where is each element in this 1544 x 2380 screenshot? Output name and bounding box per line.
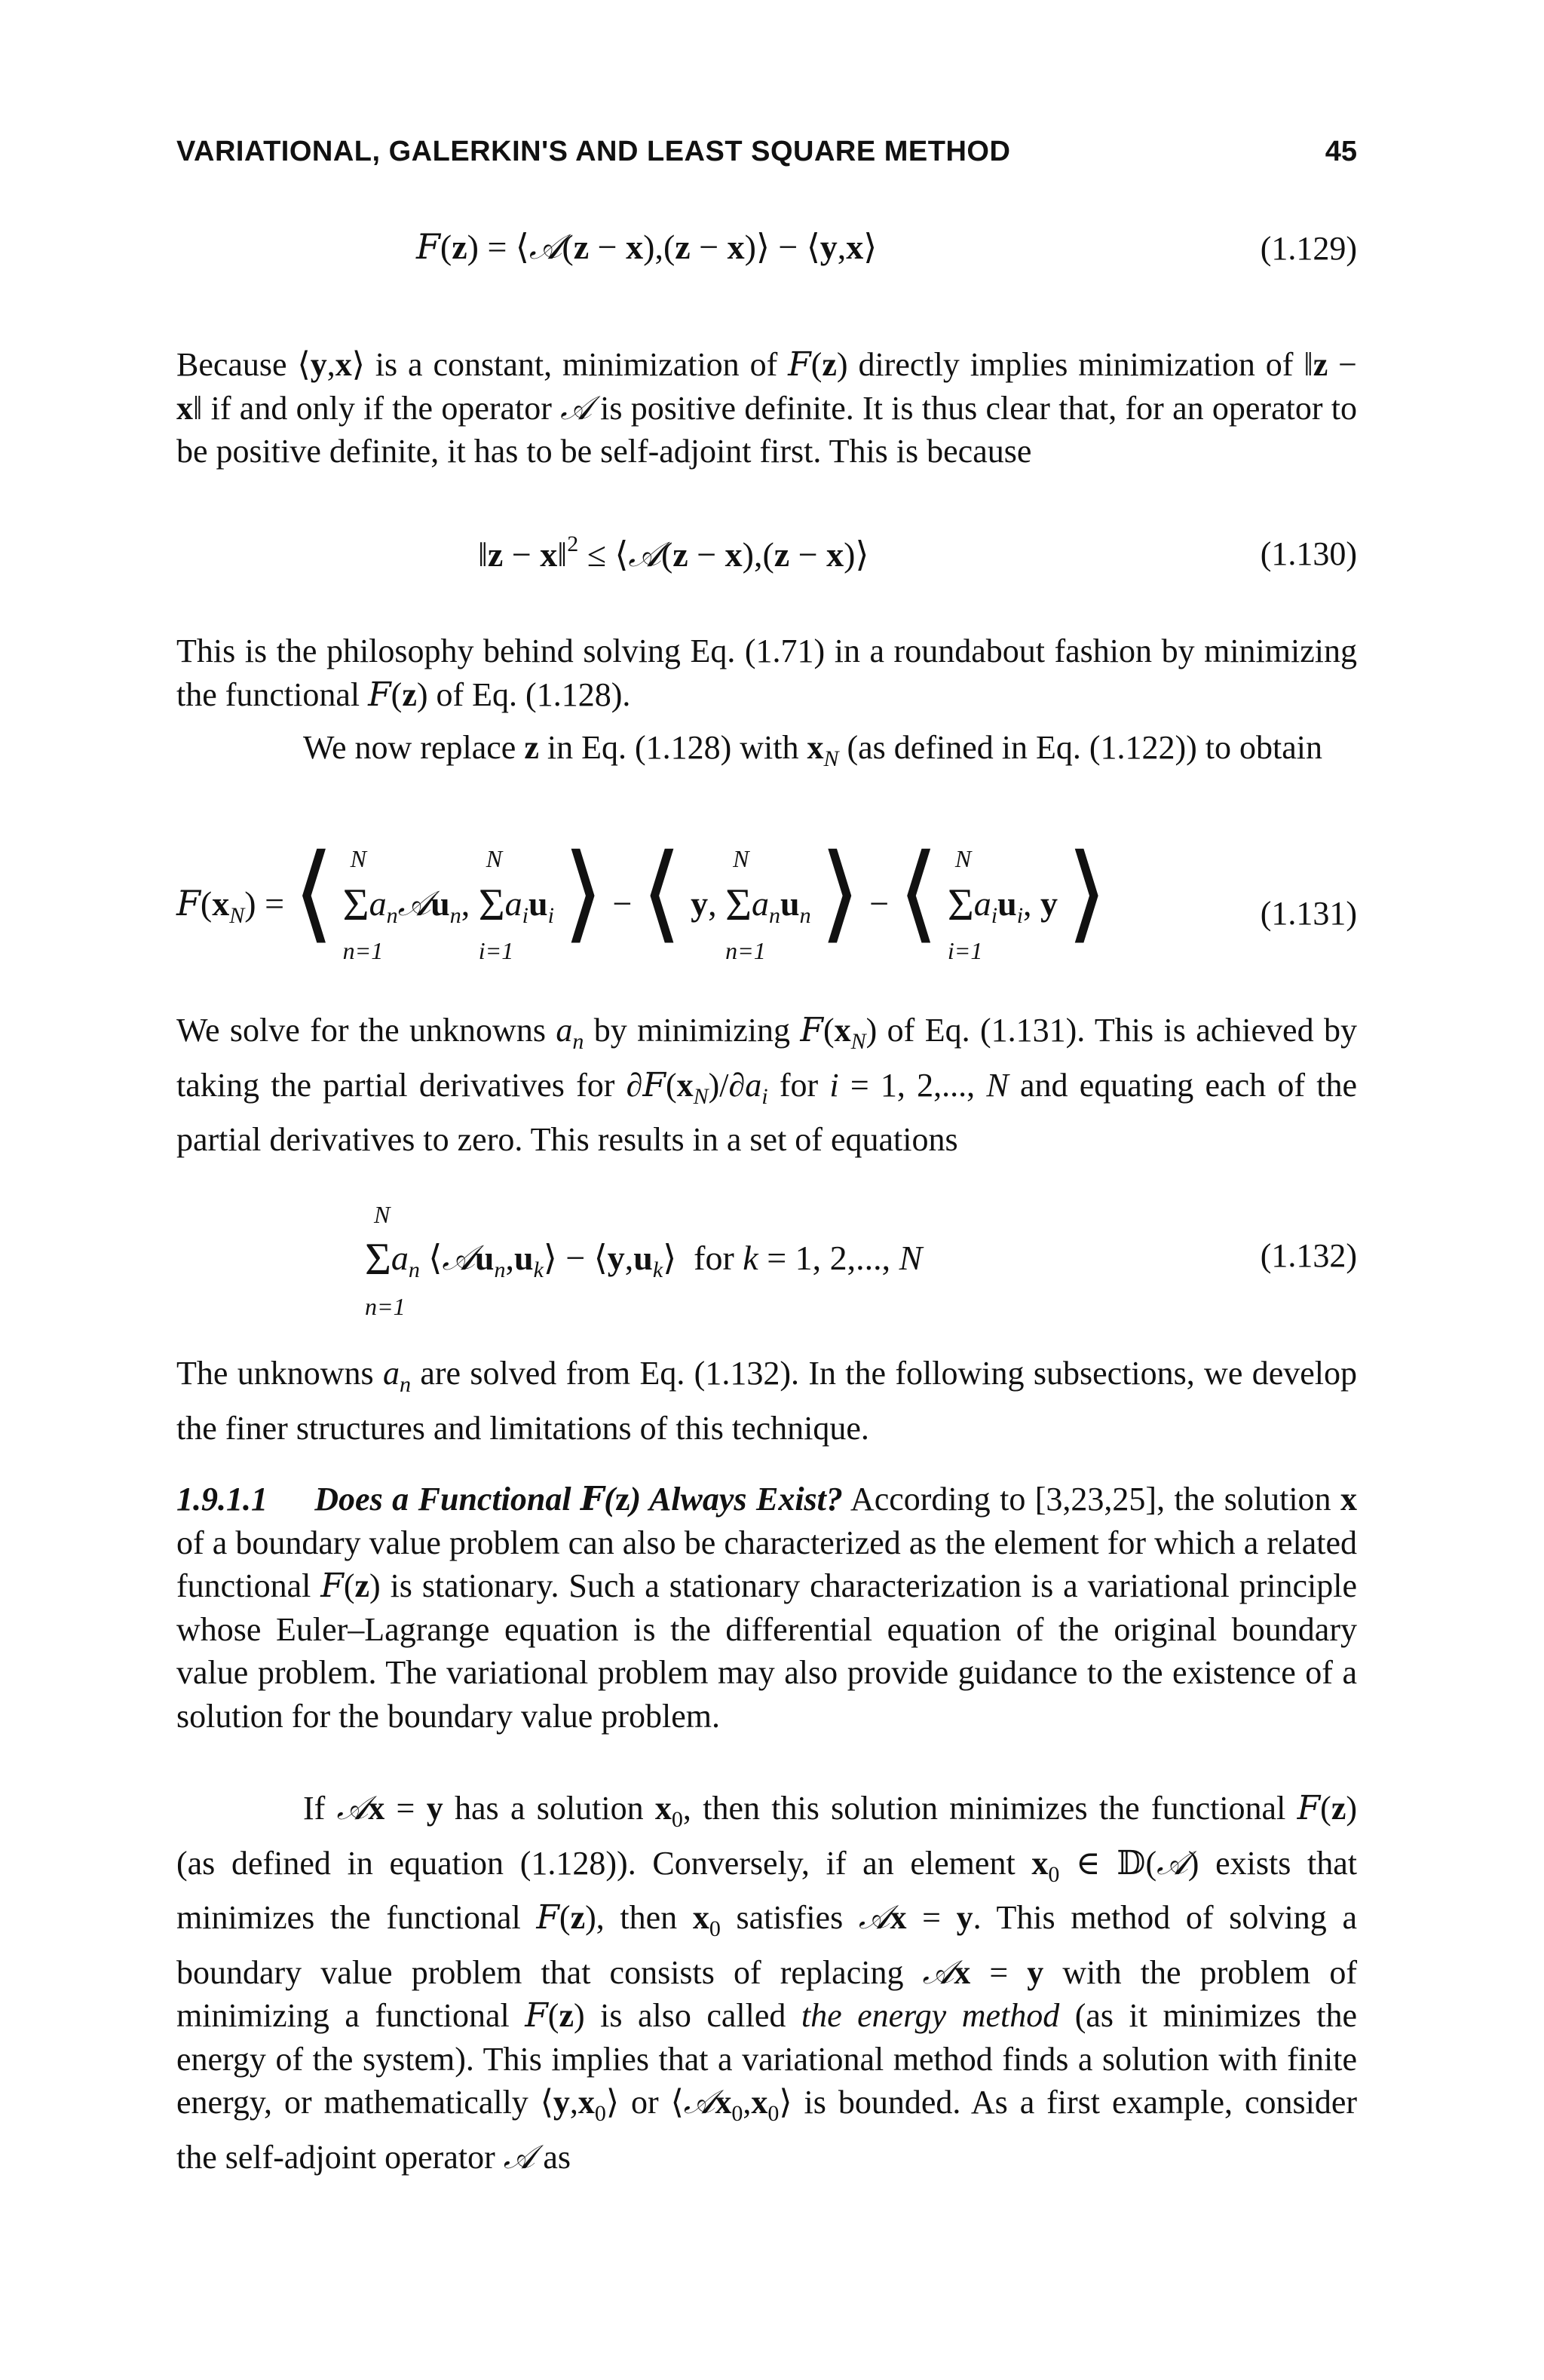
equation-1-131 — [176, 837, 1357, 965]
equation-1-132-body: N n=1 $\Sigma a_n$ $⟨𝒜u_n,u_k⟩$ − $⟨y,u_k⟩$ for k = 1, 2,..., N — [365, 1201, 923, 1320]
equation-number: (1.130) — [1260, 535, 1357, 572]
equation-1-130 — [176, 531, 1357, 584]
running-head: VARIATIONAL, GALERKIN'S AND LEAST SQUARE METHOD — [176, 136, 1011, 167]
equation-number: (1.132) — [1260, 1237, 1357, 1274]
equation-1-129-body: F(z) = ⟨𝒜(z − x),(z − x)⟩ − ⟨y,x⟩ — [416, 226, 878, 267]
section-number: 1.9.1.1 — [176, 1481, 268, 1518]
paragraph-energy-method: If 𝒜x = y has a solution $x_0$, then this solution minimizes the functional F(z) (as defined in equation (1.128)). Conversely, if an element $x_0$ ∈ 𝔻(𝒜) exists that minimizes the functional F(z), then $x_0$ satisfies 𝒜x = y. This method of solving a boundary value problem that consists of replacing 𝒜x = y with the problem of minimizing a functional F(z) is also called the energy method (as it minimizes the energy of the system). This implies that a variational method finds a solution with finite energy, or mathematically $⟨y,x_0⟩$ or $⟨𝒜x_0,x_0⟩$ is bounded. As a first example, consider the self-adjoint operator 𝒜 as — [176, 1789, 1358, 2176]
equation-1-129 — [176, 226, 1357, 279]
section-title: Does a Functional F(z) Always Exist? — [314, 1480, 843, 1518]
page-header — [176, 136, 1357, 178]
page-number: 45 — [1325, 136, 1357, 167]
paragraph-replace-z: We now replace z in Eq. (1.128) with $x_N$ (as defined in Eq. (1.122)) to obtain — [303, 729, 1323, 771]
equation-1-130-body: ‖z − x‖$^2$ ≤ ⟨𝒜(z − x),(z − x)⟩ — [478, 531, 869, 574]
equation-1-132 — [176, 1199, 1357, 1320]
paragraph-solve-unknowns: We solve for the unknowns $a_n$ by minimizing $F(x_N)$ of Eq. (1.131). This is achieved by taking the partial derivatives for $\partial F(x_N)/\partial a_i$ for i = 1, 2,..., N and equating each of the partial derivatives to zero. This results in a set of equations — [176, 1011, 1358, 1158]
equation-number: (1.131) — [1260, 895, 1357, 932]
paragraph-subsections: The unknowns $a_n$ are solved from Eq. (1.132). In the following subsections, we develop the finer structures and limitations of this technique. — [176, 1355, 1357, 1447]
paragraph-functional-existence: 1.9.1.1 Does a Functional F(z) Always Exist? According to [3,23,25], the solution x of a boundary value problem can also be characterized as the element for which a related functional F(z) is stationary. Such a stationary characterization is a variational principle whose Euler–Lagrange equation is the differential equation of the original boundary value problem. The variational problem may also provide guidance to the existence of a solution for the boundary value problem. — [176, 1480, 1358, 1735]
equation-1-131-body: $F(x_N)$ = ⟨ N n=1 $\Sigma a_n𝒜u_n$, N i=1 $\Sigma a_iu_i$ ⟩ − ⟨ y, N n=1 $\Sigma a_nu_n$ ⟩ − ⟨ N i=1 $\Sigma a_iu_i$, y ⟩ — [176, 835, 1108, 964]
paragraph-positive-definite: Because ⟨y,x⟩ is a constant, minimization of F(z) directly implies minimization of ‖z − x‖ if and only if the operator 𝒜 is positive definite. It is thus clear that, for an operator to be positive definite, it has to be self-adjoint first. This is because — [176, 345, 1357, 470]
equation-number: (1.129) — [1260, 230, 1357, 267]
paragraph-philosophy: This is the philosophy behind solving Eq. (1.71) in a roundabout fashion by minimizing the functional F(z) of Eq. (1.128). — [176, 633, 1357, 714]
